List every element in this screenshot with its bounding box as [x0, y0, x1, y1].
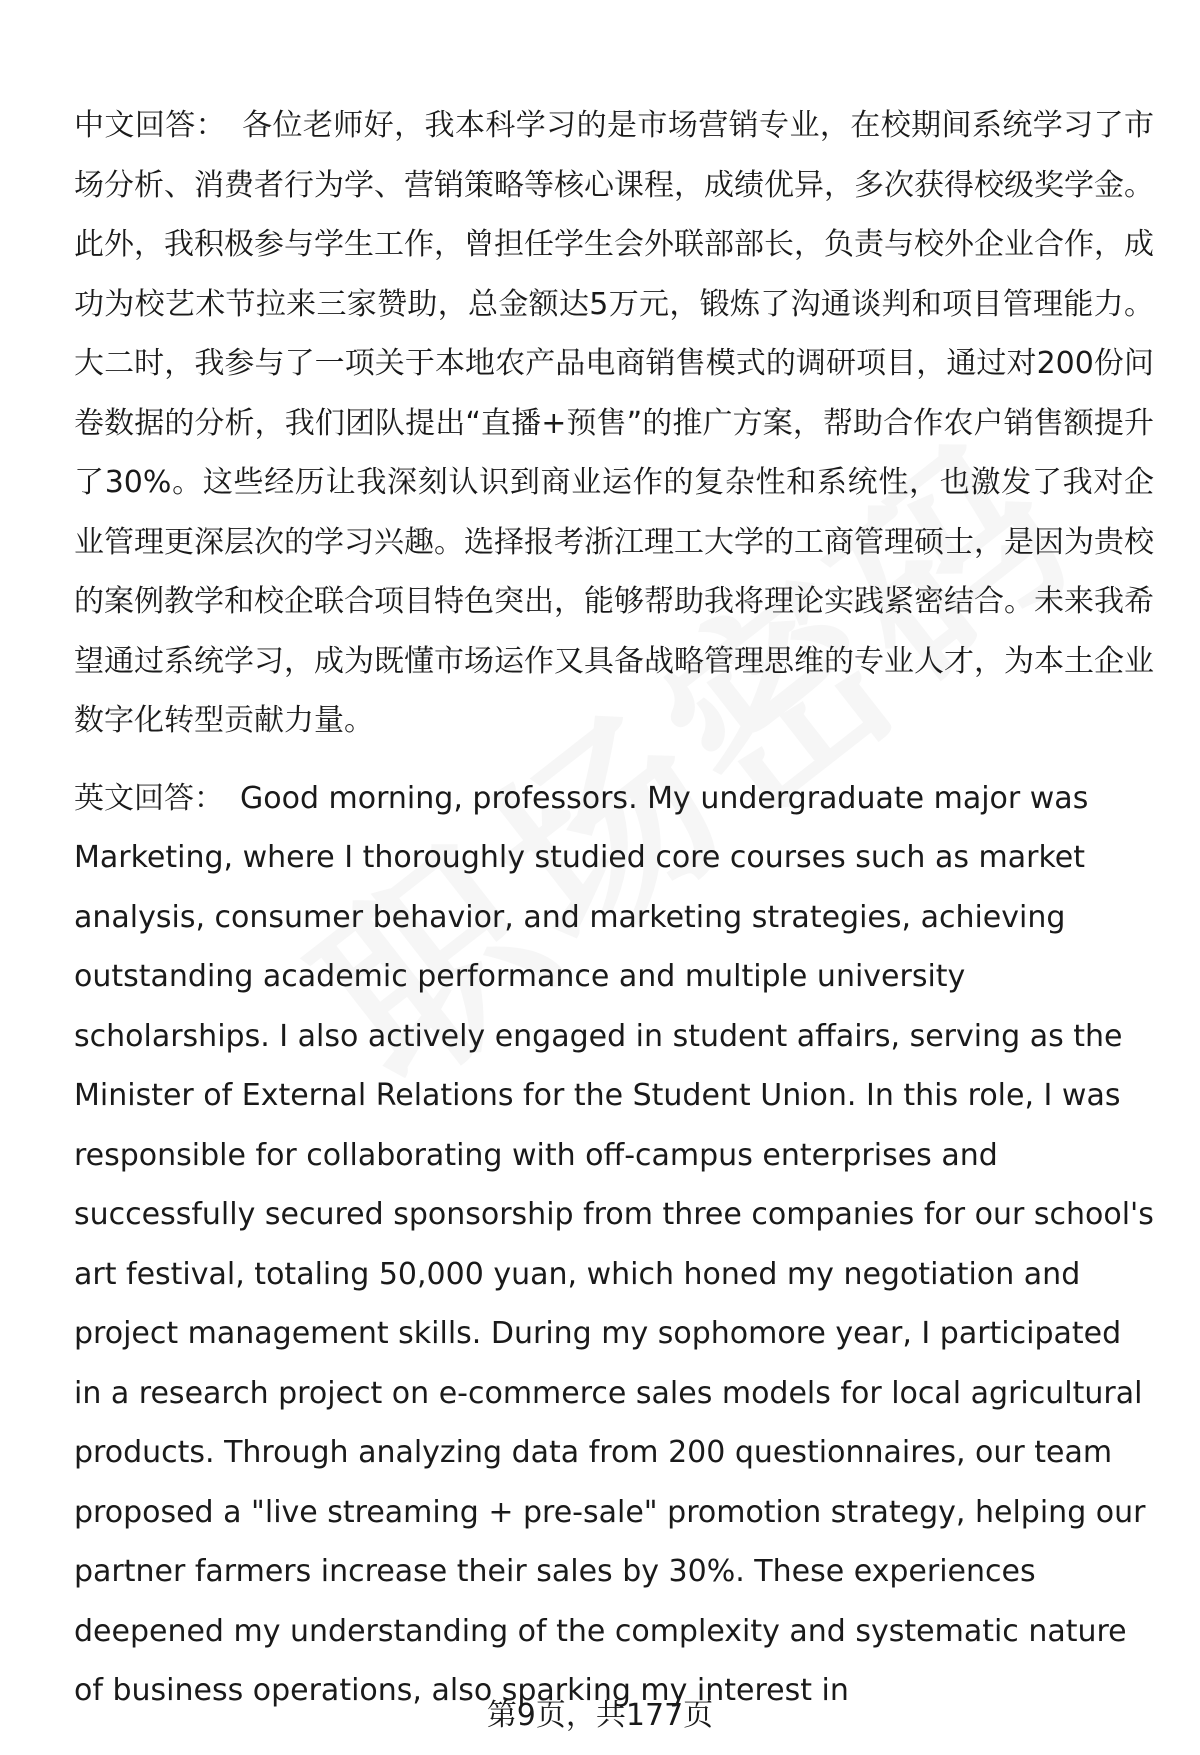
page-number-footer: 第9页，共177页 [486, 1698, 714, 1733]
chinese-answer-label: 中文回答： [74, 108, 227, 143]
english-answer-label: 英文回答： [74, 780, 224, 816]
document-page [74, 96, 1154, 1721]
english-answer-text: Good morning, professors. My undergraduate major was Marketing, where I thoroughly studied core courses such as market analysis, consumer behavior, and marketing strategies, achieving outstanding academic performance and multiple university scholarships. I also actively engaged in student affairs, serving as the Minister of External Relations for the Student Union. In this role, I was responsible for collaborating with off-campus enterprises and successfully secured sponsorship from three companies for our school's art festival, totaling 50,000 yuan, which honed my negotiation and project management skills. During my sophomore year, I participated in a research project on e-commerce sales models for local agricultural products. Through analyzing data from 200 questionnaires, our team proposed a "live streaming + pre-sale" promotion strategy, helping our partner farmers increase their sales by 30%. These experiences deepened my understanding of the complexity and systematic nature of business operations, also sparking my interest in [74, 780, 1154, 1708]
chinese-answer-text: 各位老师好，我本科学习的是市场营销专业，在校期间系统学习了市场分析、消费者行为学、营销策略等核心课程，成绩优异，多次获得校级奖学金。此外，我积极参与学生工作，曾担任学生会外联部部长，负责与校外企业合作，成功为校艺术节拉来三家赞助，总金额达5万元，锻炼了沟通谈判和项目管理能力。大二时，我参与了一项关于本地农产品电商销售模式的调研项目，通过对200份问卷数据的分析，我们团队提出“直播+预售”的推广方案，帮助合作农户销售额提升了30%。这些经历让我深刻认识到商业运作的复杂性和系统性，也激发了我对企业管理更深层次的学习兴趣。选择报考浙江理工大学的工商管理硕士，是因为贵校的案例教学和校企联合项目特色突出，能够帮助我将理论实践紧密结合。未来我希望通过系统学习，成为既懂市场运作又具备战略管理思维的专业人才，为本土企业数字化转型贡献力量。 [74, 108, 1155, 738]
english-answer-paragraph [74, 769, 1154, 1721]
chinese-answer-paragraph [74, 96, 1154, 751]
